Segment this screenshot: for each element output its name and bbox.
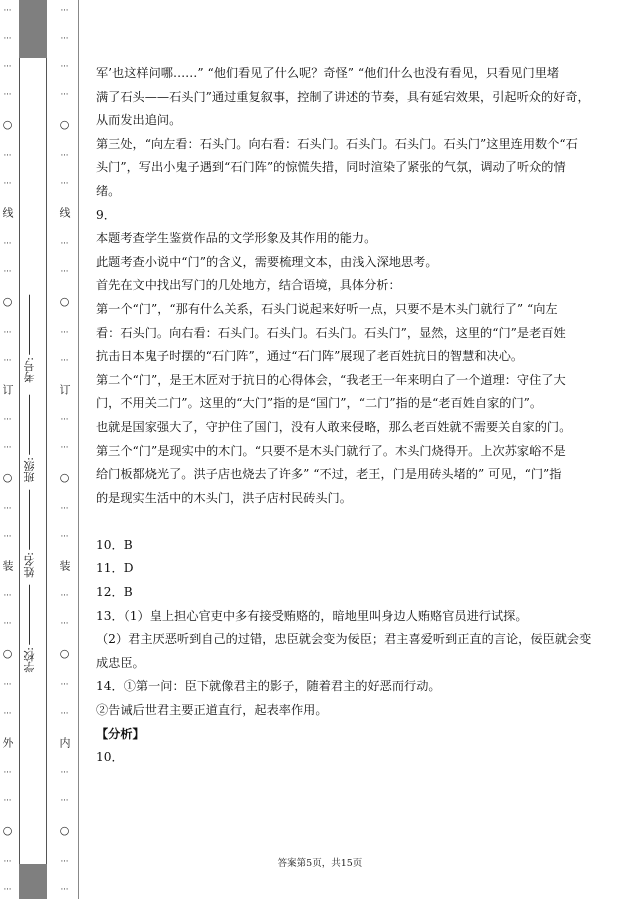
text-line: 13．（1）皇上担心官吏中多有接受贿赂的，暗地里叫身边人贿赂官员进行试探。 xyxy=(96,608,528,623)
text-line: 第三处，“向左看：石头门。向右看：石头门。石头门。石头门。石头门”这里连用数个“石 xyxy=(96,136,578,151)
inner-mark-nei: 内 xyxy=(58,736,71,748)
binding-margin xyxy=(0,0,80,899)
inner-mark-xian: 线 xyxy=(58,207,71,219)
outer-mark-zhuang: 装 xyxy=(1,560,14,572)
text-line: 的是现实生活中的木头门，洪子店村民砖头门。 xyxy=(96,490,352,505)
text-line: 第一个“门”，“那有什么关系，石头门说起来好听一点，只要不是木头门就行了” “向左 xyxy=(96,301,558,316)
outer-cut-line: ⋮ ⋮ ⋮ ⋮ ○ ⋮ ⋮ 线 ⋮ ⋮ ○ ⋮ ⋮ 订 ⋮ ⋮ ○ ⋮ ⋮ 装 ⋮ ⋮ ○ ⋮ ⋮ 外 ⋮ ⋮ ○ ⋮ ⋮ xyxy=(1,6,14,893)
text-line: 军’也这样问哪……” “他们看见了什么呢？奇怪” “他们什么也没有看见，只看见门里堵 xyxy=(96,66,560,80)
text-line: 门，不用关二门”。这里的“大门”指的是“国门”，“二门”指的是“老百姓自家的门”。 xyxy=(96,396,543,411)
text-line: 给门板都烧光了。洪子店也烧去了许多” “不过，老王，门是用砖头堵的” 可见，“门”指 xyxy=(96,467,562,482)
top-gray-block xyxy=(19,0,47,58)
text-line: 首先在文中找出写门的几处地方，结合语境，具体分析： xyxy=(96,278,401,293)
text-line: 看：石头门。向右看：石头门。石头门。石头门。石头门”，显然，这里的“门”是老百姓 xyxy=(96,325,566,340)
inner-mark-ding: 订 xyxy=(58,383,71,395)
text-line: 10．B xyxy=(96,537,133,552)
outer-mark-wai: 外 xyxy=(1,736,14,748)
class-field xyxy=(22,395,38,483)
text-line: 头门”，写出小鬼子遇到“石门阵”的惊慌失措，同时渲染了紧张的气氛，调动了听众的情 xyxy=(96,160,566,175)
outer-mark-xian: 线 xyxy=(1,207,14,219)
text-line: （2）君主厌恶听到自己的过错，忠臣就会变为佞臣；君主喜爱听到正直的言论，佞臣就会变 xyxy=(96,632,592,647)
text-line: 抗击日本鬼子时摆的“石门阵”，通过“石门阵”展现了老百姓抗日的智慧和决心。 xyxy=(96,349,524,364)
text-line: 11．D xyxy=(96,561,134,576)
bottom-gray-block xyxy=(19,864,47,899)
text-line: 第二个“门”，是王木匠对于抗日的心得体会，“我老王一年来明白了一个道理：守住了大 xyxy=(96,372,566,387)
text-line: 绪。 xyxy=(96,183,121,198)
text-line: 也就是国家强大了，守护住了国门，没有人敢来侵略，那么老百姓就不需要关自家的门。 xyxy=(96,419,572,434)
inner-mark-zhuang: 装 xyxy=(58,560,71,572)
answer-text-body xyxy=(96,62,592,770)
text-line: 本题考查学生鉴赏作品的文学形象及其作用的能力。 xyxy=(96,231,377,246)
text-line: 9． xyxy=(96,207,116,222)
text-line: 成忠臣。 xyxy=(96,655,145,670)
text-line: 14．①第一问：臣下就像君主的影子，随着君主的好恶而行动。 xyxy=(96,679,441,694)
page-footer: 答案第5页，共15页 xyxy=(277,858,363,869)
page-left-border xyxy=(78,0,79,899)
school-label: 学校: xyxy=(23,647,36,673)
school-field xyxy=(22,585,38,673)
text-line: 满了石头——石头门”通过重复叙事，控制了讲述的节奏，具有延宕效果，引起听众的好奇， xyxy=(96,89,590,104)
text-line: 第三个“门”是现实中的木门。“只要不是木头门就行了。木头门烧得开。上次苏家峪不是 xyxy=(96,443,566,458)
outer-mark-ding: 订 xyxy=(1,383,14,395)
circle-mark-icon: ○ xyxy=(1,118,14,132)
text-line: 从而发出追问。 xyxy=(96,113,182,128)
text-line: 12．B xyxy=(96,585,133,600)
text-line: 【分析】 xyxy=(96,726,145,741)
inner-cut-line: ⋮ ⋮ ⋮ ⋮ ○ ⋮ ⋮ 线 ⋮ ⋮ ○ ⋮ ⋮ 订 ⋮ ⋮ ○ ⋮ ⋮ 装 ⋮ ⋮ ○ ⋮ ⋮ 内 ⋮ ⋮ ○ ⋮ ⋮ xyxy=(58,6,71,893)
class-label: 班级: xyxy=(23,457,36,483)
text-line: ②告诫后世君主要正道直行，起表率作用。 xyxy=(96,703,328,718)
name-field xyxy=(22,490,38,578)
name-label: 姓名: xyxy=(23,552,36,578)
exam-number-field xyxy=(22,295,38,383)
exam-number-label: 考号: xyxy=(23,357,36,383)
text-line: 此题考查小说中“门”的含义，需要梳理文本，由浅入深地思考。 xyxy=(96,254,438,269)
text-line: 10． xyxy=(96,750,124,765)
